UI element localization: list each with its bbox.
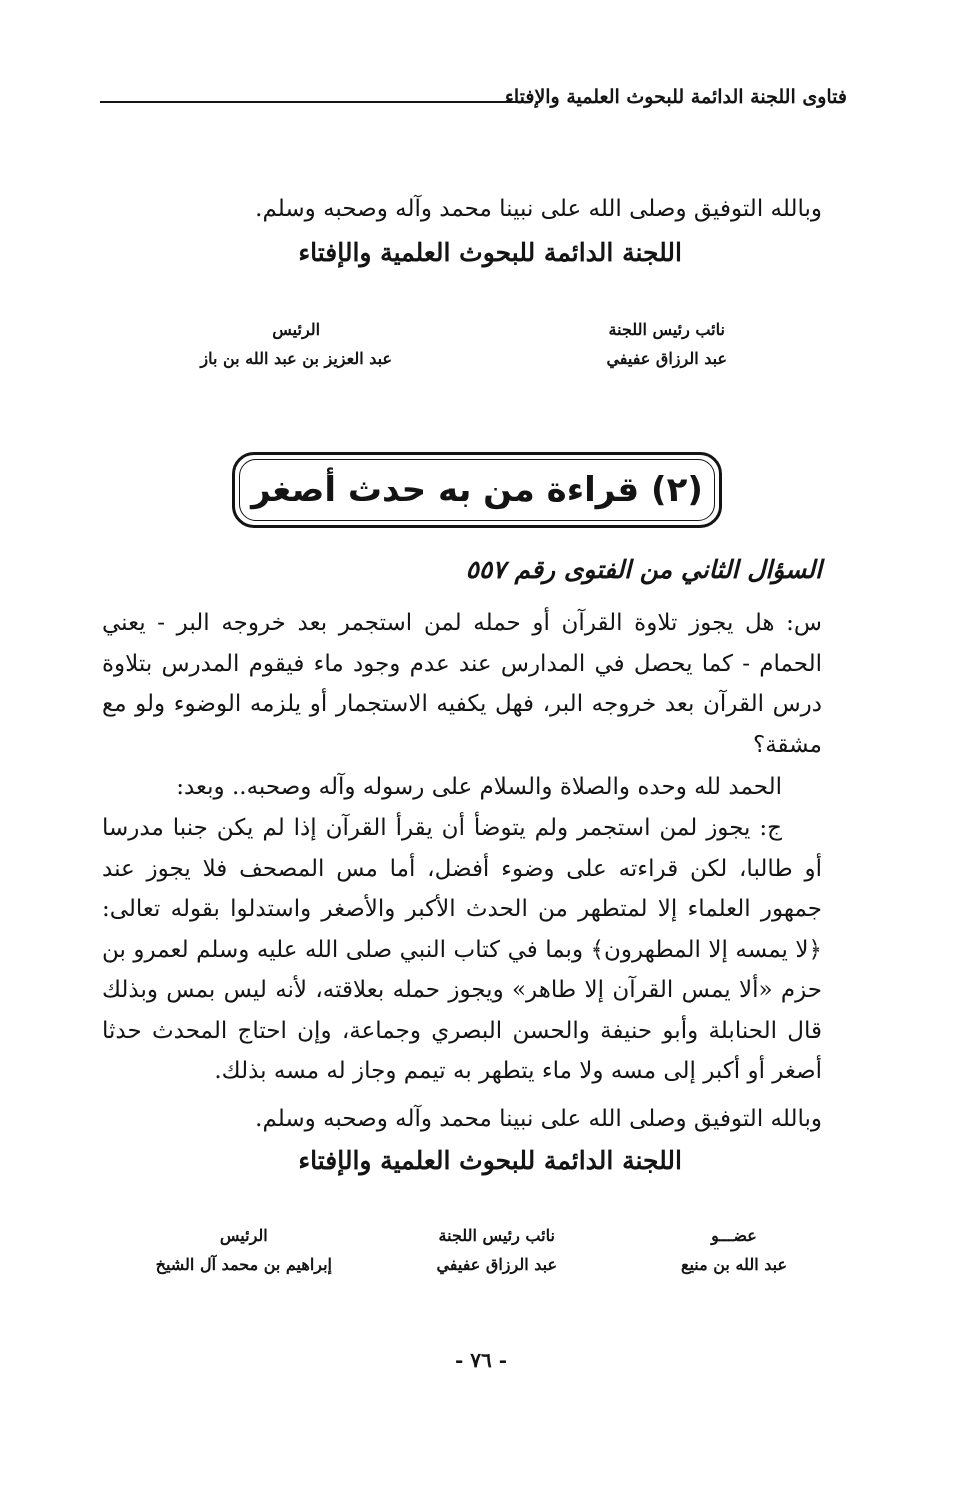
signature-name: عبد العزيز بن عبد الله بن باز xyxy=(200,349,392,368)
signature-role: الرئيس xyxy=(272,320,321,339)
section-title: (٢) قراءة من به حدث أصغر xyxy=(251,470,703,510)
signature-role: نائب رئيس اللجنة xyxy=(608,320,725,339)
signature-name: إبراهيم بن محمد آل الشيخ xyxy=(155,1255,332,1274)
top-closing-line: وبالله التوفيق وصلى الله على نبينا محمد وآله وصحبه وسلم. xyxy=(255,196,822,222)
fatwa-question: س: هل يجوز تلاوة القرآن أو حمله لمن استجمر بعد خروجه البر - يعني الحمام - كما يحصل في المدارس عند عدم وجود ماء فيقوم المدرس بتلاوة درس القرآن بعد خروجه البر، فهل يكفيه الاستجمار أو يلزمه الوضوء ولو مع مشقة؟ xyxy=(102,610,822,758)
fatwa-heading: السؤال الثاني من الفتوى رقم ٥٥٧ xyxy=(465,555,822,584)
top-signature-president xyxy=(200,320,392,368)
header-rule xyxy=(100,101,530,103)
signature-name: عبد الرزاق عفيفي xyxy=(436,1255,557,1274)
fatwa-answer: ج: يجوز لمن استجمر ولم يتوضأ أن يقرأ القرآن إذا لم يكن جنبا مدرسا أو طالبا، لكن قراءته على وضوء أفضل، أما مس المصحف فلا يجوز عند جمهور العلماء إلا لمتطهر من الحدث الأكبر والأصغر واستدلوا بقوله تعالى: ﴿لا يمسه إلا المطهرون﴾ وبما في كتاب النبي صلى الله عليه وسلم لعمرو بن حزم «ألا يمس القرآن إلا طاهر» ويجوز حمله بعلاقته، لأنه ليس بمس وبذلك قال الحنابلة وأبو حنيفة والحسن البصري وجماعة، وإن احتاج المحدث حدثا أصغر أو أكبر إلى مسه ولا ماء يتطهر به تيمم وجاز له مسه بذلك. xyxy=(102,815,822,1084)
section-title-box xyxy=(232,452,722,528)
signature-name: عبد الله بن منيع xyxy=(680,1255,787,1274)
bottom-signature-member xyxy=(681,1226,787,1274)
signature-role: عضـــو xyxy=(711,1226,757,1245)
bottom-signature-vice-president xyxy=(436,1226,557,1274)
signature-role: نائب رئيس اللجنة xyxy=(438,1226,555,1245)
signature-role: الرئيس xyxy=(219,1226,268,1245)
bottom-closing-line: وبالله التوفيق وصلى الله على نبينا محمد وآله وصحبه وسلم. xyxy=(255,1106,822,1132)
page-number: - ٧٦ - xyxy=(454,1348,507,1372)
top-committee-name: اللجنة الدائمة للبحوث العلمية والإفتاء xyxy=(298,238,682,267)
signature-name: عبد الرزاق عفيفي xyxy=(606,349,727,368)
top-signature-vice-president xyxy=(606,320,727,368)
bottom-committee-name: اللجنة الدائمة للبحوث العلمية والإفتاء xyxy=(298,1146,682,1175)
bottom-signature-president xyxy=(156,1226,332,1274)
running-header-title: فتاوى اللجنة الدائمة للبحوث العلمية والإفتاء xyxy=(504,86,847,108)
fatwa-praise: الحمد لله وحده والصلاة والسلام على رسوله وآله وصحبه.. وبعد: xyxy=(176,774,782,800)
